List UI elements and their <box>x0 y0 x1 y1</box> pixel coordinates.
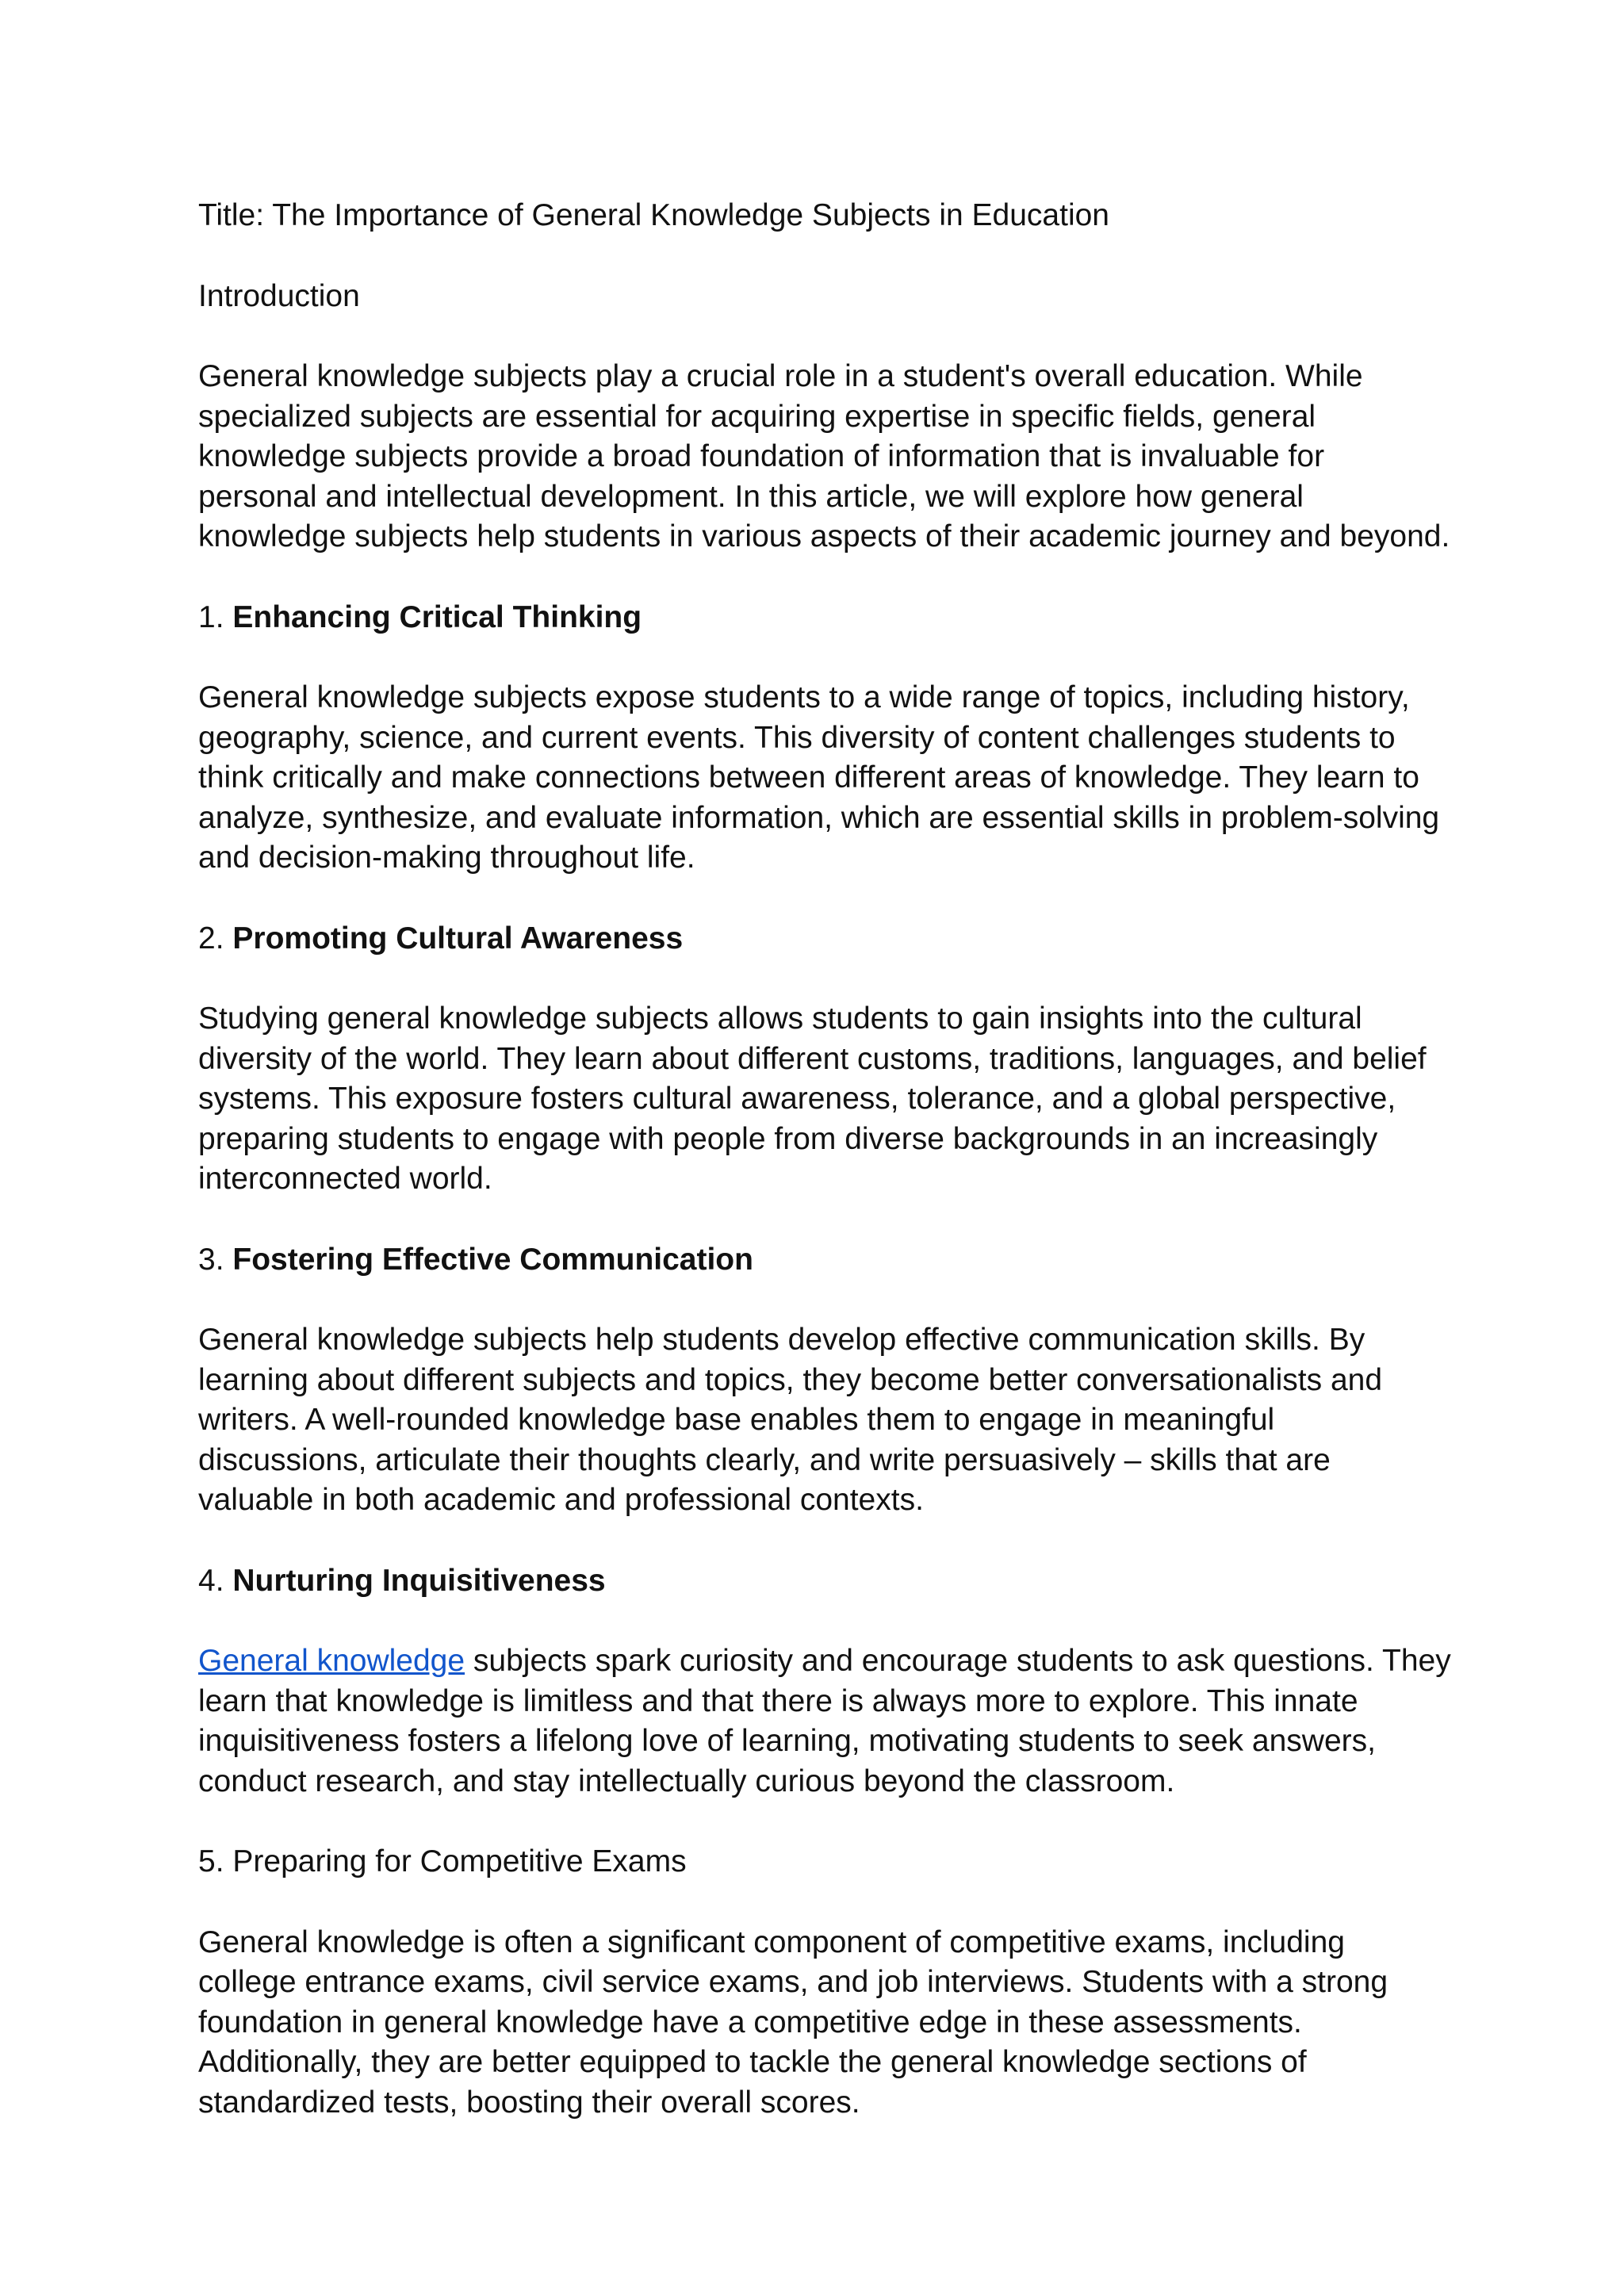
section-body-text: subjects spark curiosity and encourage students to ask questions. They learn that knowledge is limitless and that there is always more to explore. This innate inquisitiveness fosters a lifelong love of learning, motivating students to seek answers, conduct research, and stay intellectually curious beyond the classroom. <box>198 1644 1451 1798</box>
section-body-3: General knowledge subjects help students develop effective communication skills. By learning about different subjects and topics, they become better conversationalists and writers. A well-rounded knowledge base enables them to engage in meaningful discussions, articulate their thoughts clearly, and write persuasively – skills that are valuable in both academic and professional contexts. <box>198 1323 1383 1517</box>
section-number: 4. <box>198 1563 224 1598</box>
section-title: Nurturing Inquisitiveness <box>232 1563 606 1598</box>
section-number: 1. <box>198 599 224 634</box>
document-title: Title: The Importance of General Knowledge Subjects in Education <box>198 198 1109 232</box>
section-title: Fostering Effective Communication <box>232 1242 753 1277</box>
section-title: Enhancing Critical Thinking <box>232 599 642 634</box>
intro-paragraph: General knowledge subjects play a crucial role in a student's overall education. While specialized subjects are essential for acquiring expertise in specific fields, general knowledge subjects provide a broad foundation of information that is invaluable for personal and intellectual development. In this article, we will explore how general knowledge subjects help students in various aspects of their academic journey and beyond. <box>198 359 1450 553</box>
section-heading-2 <box>198 919 1451 959</box>
section-heading-4 <box>198 1561 1451 1602</box>
section-number: 2. <box>198 921 224 956</box>
section-number: 3. <box>198 1242 224 1277</box>
intro-heading: Introduction <box>198 278 360 313</box>
section-title: Preparing for Competitive Exams <box>232 1844 687 1878</box>
section-body-4 <box>198 1641 1451 1802</box>
document-page <box>198 196 1451 2163</box>
section-heading-3 <box>198 1240 1451 1281</box>
section-heading-5 <box>198 1842 1451 1882</box>
general-knowledge-link[interactable]: General knowledge <box>198 1644 465 1678</box>
section-number: 5. <box>198 1844 224 1878</box>
section-body-5: General knowledge is often a significant component of competitive exams, including college entrance exams, civil service exams, and job interviews. Students with a strong foundation in general knowledge have a competitive edge in these assessments. Additionally, they are better equipped to tackle the general knowledge sections of standardized tests, boosting their overall scores. <box>198 1924 1388 2120</box>
section-body-1: General knowledge subjects expose students to a wide range of topics, including history, geography, science, and current events. This diversity of content challenges students to think critically and make connections between different areas of knowledge. They learn to analyze, synthesize, and evaluate information, which are essential skills in problem-solving and decision-making throughout life. <box>198 680 1440 875</box>
section-title: Promoting Cultural Awareness <box>232 921 684 956</box>
section-body-2: Studying general knowledge subjects allows students to gain insights into the cultural diversity of the world. They learn about different customs, traditions, languages, and belief systems. This exposure fosters cultural awareness, tolerance, and a global perspective, preparing students to engage with people from diverse backgrounds in an increasingly interconnected world. <box>198 1001 1427 1196</box>
section-heading-1 <box>198 598 1451 638</box>
